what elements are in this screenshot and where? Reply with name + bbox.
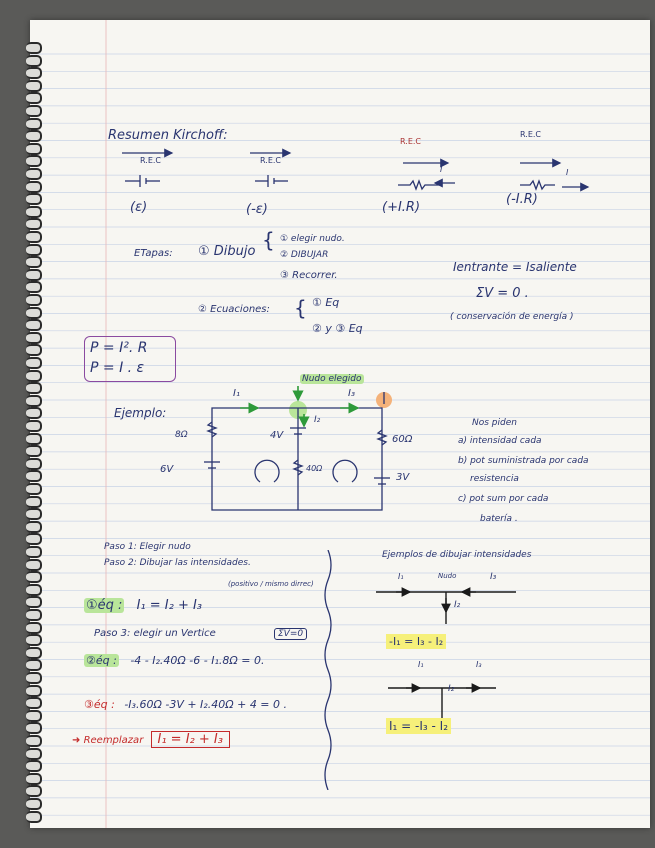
side-i1: I₁ <box>398 572 404 581</box>
spiral-ring <box>26 710 42 722</box>
eq2-row <box>84 654 265 667</box>
spiral-ring <box>26 433 42 445</box>
eq3-text: -I₃.60Ω -3V + I₂.40Ω + 4 = 0 . <box>124 698 288 711</box>
circuit-v1: 6V <box>160 464 174 475</box>
circuit-i2: I₂ <box>314 415 321 425</box>
spiral-ring <box>26 382 42 394</box>
sign-eps-pos: (ε) <box>130 200 148 215</box>
eq3-label: ③éq : <box>84 698 115 711</box>
spiral-ring <box>26 634 42 646</box>
spiral-ring <box>26 206 42 218</box>
spiral-ring <box>26 647 42 659</box>
circuit-v3: 3V <box>396 472 410 483</box>
eq2-text: -4 - I₂.40Ω -6 - I₁.8Ω = 0. <box>130 654 265 667</box>
nudo-elegido: Nudo elegido <box>302 374 362 384</box>
reemplazar-label: Reemplazar <box>83 735 144 746</box>
spiral-ring <box>26 155 42 167</box>
circuit-r1: 8Ω <box>175 430 188 440</box>
spiral-ring <box>26 559 42 571</box>
divider-line <box>320 550 340 790</box>
spiral-ring <box>26 748 42 760</box>
spiral-ring <box>26 496 42 508</box>
eq1-row <box>84 598 202 613</box>
etapas-eq1: ① Eq <box>312 296 340 309</box>
question-a: a) intensidad cada <box>458 436 542 446</box>
question-c2: batería . <box>480 514 518 524</box>
current-label-2: I <box>566 168 569 177</box>
rec-label-2: R.E.C <box>260 156 281 165</box>
spiral-ring <box>26 231 42 243</box>
eq3-row <box>84 698 287 711</box>
spiral-ring <box>26 483 42 495</box>
spiral-ring <box>26 307 42 319</box>
page-title: Resumen Kirchoff: <box>108 128 228 143</box>
spiral-ring <box>26 193 42 205</box>
side-eq-a: -I₁ = I₃ - I₂ <box>386 634 446 649</box>
spiral-ring <box>26 395 42 407</box>
circuit-r2: 40Ω <box>306 464 323 473</box>
spiral-ring <box>26 80 42 92</box>
rule-entrante: Ientrante = Isaliente <box>453 260 577 274</box>
side-i1-b: I₁ <box>418 660 424 669</box>
side-eq-b: I₁ = -I₃ - I₂ <box>386 718 451 734</box>
example-label: Ejemplo: <box>114 406 167 420</box>
spiral-ring <box>26 143 42 155</box>
circuit-diagram <box>200 386 400 516</box>
eq1-label: ①éq : <box>86 598 123 613</box>
spiral-ring <box>26 533 42 545</box>
spiral-ring <box>26 785 42 797</box>
side-i2: I₂ <box>454 600 461 610</box>
question-b: b) pot suministrada por cada <box>458 456 589 466</box>
spiral-ring <box>26 357 42 369</box>
spiral-ring <box>26 659 42 671</box>
spiral-ring <box>26 319 42 331</box>
etapas-label: ETapas: <box>134 248 173 259</box>
spiral-ring <box>26 458 42 470</box>
side-i2-b: I₂ <box>448 684 455 694</box>
power-formula-2: P = I . ε <box>90 360 145 376</box>
circuit-v2: 4V <box>270 430 284 441</box>
etapas-step2: ② Ecuaciones: <box>198 304 270 315</box>
spiral-ring <box>26 269 42 281</box>
spiral-ring <box>26 168 42 180</box>
spiral-ring <box>26 407 42 419</box>
side-i3-b: I₃ <box>476 660 482 669</box>
question-b2: resistencia <box>470 474 519 484</box>
step-2: Paso 2: Dibujar las intensidades. <box>104 558 251 568</box>
spiral-ring <box>26 332 42 344</box>
sign-ir-pos: (+I.R) <box>382 200 421 215</box>
notebook-page <box>30 20 650 828</box>
spiral-ring <box>26 722 42 734</box>
rec-label-3: R.E.C <box>400 137 421 146</box>
spiral-ring <box>26 584 42 596</box>
spiral-ring <box>26 218 42 230</box>
spiral-ring <box>26 798 42 810</box>
spiral-ring <box>26 42 42 54</box>
spiral-ring <box>26 571 42 583</box>
spiral-ring <box>26 92 42 104</box>
eq2-label: ②éq : <box>86 654 117 667</box>
spiral-ring <box>26 609 42 621</box>
spiral-ring <box>26 697 42 709</box>
spiral-ring <box>26 672 42 684</box>
step-1: Paso 1: Elegir nudo <box>104 542 191 552</box>
spiral-ring <box>26 773 42 785</box>
side-nudo: Nudo <box>438 572 457 580</box>
spiral-ring <box>26 67 42 79</box>
spiral-ring <box>26 735 42 747</box>
circuit-i3: I₃ <box>348 388 355 399</box>
sign-conventions <box>110 145 630 235</box>
etapas-sub2: ② DIBUJAR <box>280 250 329 260</box>
power-formula-1: P = I². R <box>90 340 148 356</box>
current-label-1: I <box>440 165 443 174</box>
spiral-ring <box>26 546 42 558</box>
question-c: c) pot sum por cada <box>458 494 549 504</box>
spiral-ring <box>26 344 42 356</box>
spiral-ring <box>26 760 42 772</box>
rule-conservacion: ( conservación de energía ) <box>450 312 574 322</box>
spiral-ring <box>26 181 42 193</box>
brace-1: { <box>262 228 275 252</box>
etapas-eq2: ② y ③ Eq <box>312 322 363 335</box>
brace-2: { <box>294 296 307 320</box>
sign-ir-neg: (-I.R) <box>506 192 538 207</box>
spiral-ring <box>26 445 42 457</box>
spiral-ring <box>26 130 42 142</box>
etapas-sub1: ① elegir nudo. <box>280 234 345 244</box>
spiral-ring <box>26 281 42 293</box>
sign-eps-neg: (-ε) <box>246 202 268 217</box>
step-3: Paso 3: elegir un Vertice <box>94 628 216 639</box>
circuit-r3: 60Ω <box>392 434 413 445</box>
reemplazar-row: ➜ Reemplazar I₁ = I₂ + I₃ <box>72 732 230 747</box>
reemplazar-eq: I₁ = I₂ + I₃ <box>151 731 230 748</box>
spiral-ring <box>26 244 42 256</box>
spiral-ring <box>26 55 42 67</box>
spiral-ring <box>26 470 42 482</box>
spiral-ring <box>26 118 42 130</box>
questions-title: Nos piden <box>472 418 517 428</box>
spiral-ring <box>26 596 42 608</box>
rule-ev: ΣV = 0 . <box>476 286 529 301</box>
spiral-ring <box>26 256 42 268</box>
spiral-ring <box>26 521 42 533</box>
ev-box: ΣV=0 <box>274 628 307 640</box>
spiral-ring <box>26 294 42 306</box>
side-i3: I₃ <box>490 572 497 582</box>
rec-label-4: R.E.C <box>520 130 541 139</box>
spiral-ring <box>26 622 42 634</box>
side-title: Ejemplos de dibujar intensidades <box>382 550 532 560</box>
spiral-ring <box>26 420 42 432</box>
eq1-text: I₁ = I₂ + I₃ <box>136 598 203 613</box>
step-2-note: (positivo / mismo dirrec) <box>228 580 314 588</box>
spiral-ring <box>26 685 42 697</box>
etapas-sub3: ③ Recorrer. <box>280 270 338 281</box>
spiral-ring <box>26 105 42 117</box>
node-label <box>300 374 364 384</box>
rec-label-1: R.E.C <box>140 156 161 165</box>
spiral-ring <box>26 370 42 382</box>
spiral-ring <box>26 811 42 823</box>
etapas-step1: ① Dibujo <box>198 244 256 259</box>
circuit-i1: I₁ <box>233 388 240 399</box>
spiral-ring <box>26 508 42 520</box>
